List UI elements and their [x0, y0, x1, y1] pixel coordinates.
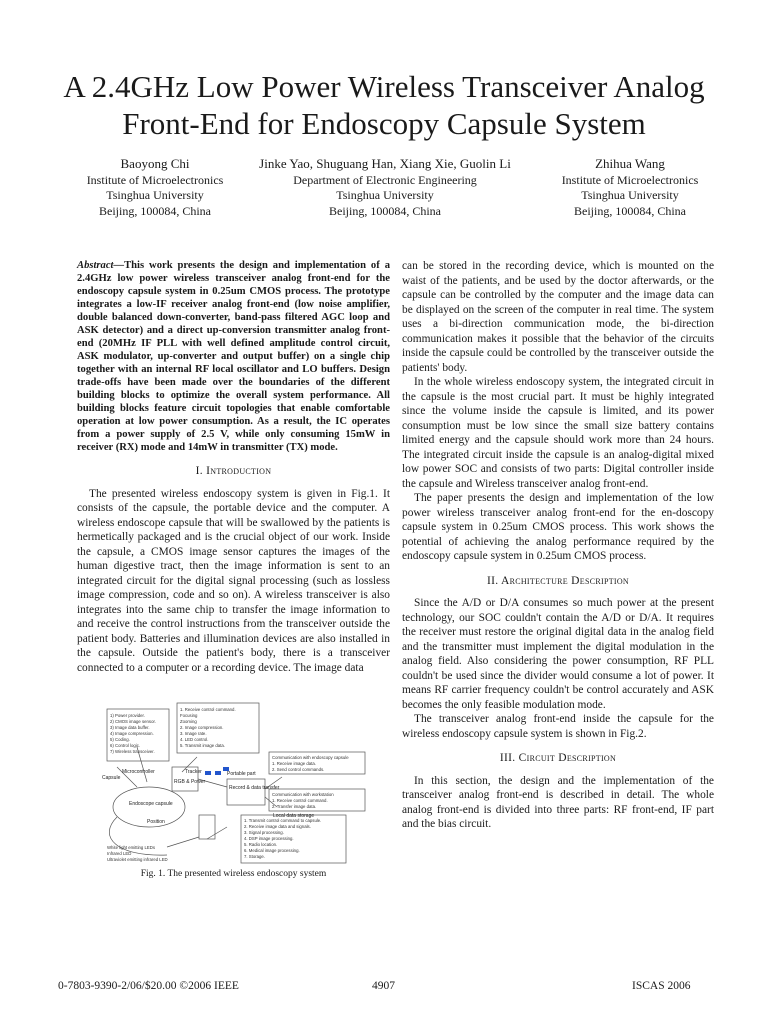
author-university: Tsinghua University	[336, 188, 434, 202]
svg-text:5) Coding.: 5) Coding.	[110, 737, 130, 742]
section-heading-circuit: III. Circuit Description	[499, 752, 617, 764]
body-paragraph: The paper presents the design and implementation of the low power wireless transceiver analog front-end for the en-doscopy capsule system in 0.25um CMOS process. This work shows the potential of achieving the analog performance required by the endoscopy capsule system in 0.25um CMOS process.	[402, 492, 714, 562]
section-heading-introduction: I. Introduction	[195, 465, 272, 477]
left-column	[77, 259, 390, 882]
title-line-1: A 2.4GHz Low Power Wireless Transceiver Analog	[63, 69, 705, 104]
svg-text:7. Storage.: 7. Storage.	[244, 854, 266, 859]
svg-text:7) Wireless transceiver.: 7) Wireless transceiver.	[110, 749, 155, 754]
author-affiliation: Institute of Microelectronics	[86, 172, 224, 187]
body-paragraph: In this section, the design and the implementation of the transceiver analog front-end is described in detail. The whole analog front-end is divided into three parts: RF front-end, IF part and the bias circuit.	[402, 774, 714, 830]
author-university: Tsinghua University	[581, 188, 679, 202]
svg-text:1. Receive control command.: 1. Receive control command.	[180, 707, 236, 712]
title-line-2: Front-End for Endoscopy Capsule System	[122, 106, 646, 141]
svg-text:3. Image rate.: 3. Image rate.	[180, 731, 207, 736]
body-paragraph: Since the A/D or D/A consumes so much power at the present technology, our SOC couldn't contain the A/D or D/A. It requires the receiver must restore the original digital data in the analog field and the transmitter must implement the digital modulation in the analog field. Also considering the power consumption, RF PLL couldn't be used since the divider would consume a lot of power. It means RF carrier frequency couldn't be control accurately and ASK becomes the only feasible modulation mode.	[402, 597, 714, 711]
fig-label-endoscope: Endoscope capsule	[129, 801, 173, 807]
author-university: Tsinghua University	[106, 188, 204, 202]
svg-text:Zooming: Zooming	[180, 719, 197, 724]
svg-text:5. Transmit image data.: 5. Transmit image data.	[180, 743, 225, 748]
fig-label-power: RGB & Power	[174, 779, 206, 785]
section-heading-architecture: II. Architecture Description	[487, 574, 629, 587]
author-2	[235, 156, 535, 219]
abstract	[77, 259, 390, 454]
author-affiliation: Department of Electronic Engineering	[293, 172, 477, 187]
svg-text:4. DSP image processing.: 4. DSP image processing.	[244, 836, 294, 841]
figure-1-caption: Fig. 1. The presented wireless endoscopy system	[140, 869, 327, 879]
body-paragraph: The transceiver analog front-end inside the capsule for the wireless endoscopy capsule system is shown in Fig.2.	[402, 713, 714, 740]
svg-text:Infrared LED: Infrared LED	[107, 851, 132, 856]
svg-text:2) CMOS image sensor.: 2) CMOS image sensor.	[110, 719, 156, 724]
author-address: Beijing, 100084, China	[99, 203, 211, 218]
author-affiliation: Institute of Microelectronics	[561, 172, 699, 187]
svg-text:1. Receive control command.: 1. Receive control command.	[272, 798, 328, 803]
svg-text:Communication with workstation: Communication with workstation	[272, 792, 334, 797]
author-3	[535, 156, 725, 219]
footer-copyright: 0-7803-9390-2/06/$20.00 ©2006 IEEE	[58, 980, 239, 992]
svg-text:4) Image compression.: 4) Image compression.	[110, 731, 154, 736]
body-paragraph: In the whole wireless endoscopy system, the integrated circuit in the capsule is the most crucial part. It must be highly integrated since the volume inside the capsule is limited, and its power consumption must be low since the small size battery contains limited energy and the capsule should work more than 24 hours. The integrated circuit inside the capsule is an analog-digital mixed low power SOC and consists of two parts: Digital controller inside the capsule and Wireless transceiver analog front-end.	[402, 376, 714, 490]
fig-label-record: Record & data transfer	[229, 785, 280, 791]
fig-label-capsule: Capsule	[102, 775, 121, 781]
fig-label-microcontroller: Microcontroller	[122, 769, 155, 775]
fig-label-tracker: Tracker	[185, 769, 202, 775]
figure-1	[77, 697, 390, 865]
fig-label-local-data: Local data storage	[273, 813, 315, 819]
svg-text:3) Image data buffer.: 3) Image data buffer.	[110, 725, 150, 730]
author-1	[60, 156, 250, 219]
svg-text:Communication with endoscopy c: Communication with endoscopy capsule	[272, 755, 349, 760]
svg-text:2. Receive image data and sign: 2. Receive image data and signals.	[244, 824, 311, 829]
fig-label-portable-part: Portable part	[227, 771, 256, 777]
author-address: Beijing, 100084, China	[329, 203, 441, 218]
paper-title	[0, 68, 768, 142]
svg-text:4. LED control.: 4. LED control.	[180, 737, 209, 742]
svg-text:3. Signal processing.: 3. Signal processing.	[244, 830, 284, 835]
author-name: Jinke Yao, Shuguang Han, Xiang Xie, Guolin Li	[259, 156, 511, 171]
fig-label: 1) Power provider.	[110, 713, 145, 718]
footer-page-number: 4907	[372, 980, 395, 992]
svg-text:Focusing: Focusing	[180, 713, 198, 718]
svg-text:6. Medical image processing.: 6. Medical image processing.	[244, 848, 300, 853]
author-name: Baoyong Chi	[120, 156, 190, 171]
svg-text:5. Radio location.: 5. Radio location.	[244, 842, 278, 847]
svg-text:White light emitting LEDs: White light emitting LEDs	[107, 845, 156, 850]
fig-label-position: Position	[147, 819, 165, 825]
svg-text:1. Receive image data.: 1. Receive image data.	[272, 761, 316, 766]
body-paragraph: can be stored in the recording device, which is mounted on the waist of the patients, and be used by the doctor afterwards, or the capsule can be controlled by the computer and the image data can be displayed on the screen of the computer in real time. The system uses a bi-direction communication mode, the bi-direction communication makes it possible that the behavior of the circuits inside the capsule could be controlled by the transceiver outside the patients' body.	[402, 260, 714, 374]
system-diagram	[77, 697, 390, 865]
abstract-lead: Abstract—	[77, 260, 125, 271]
svg-text:2. Transfer image data.: 2. Transfer image data.	[272, 804, 317, 809]
abstract-body: This work presents the design and implementation of a 2.4GHz low power wireless transceiver analog front-end for the endoscopy capsule system in 0.25um CMOS process. The prototype integrates a low-IF receiver analog front-end (low noise amplifier, double balanced down-converter, band-pass filtered AGC loop and ASK detector) and a direct up-conversion transmitter analog front-end (20MHz IF PLL with well defined amplitude control circuit, ASK modulator, up-converter and output buffer) on a single chip together with an internal RF local oscillator and LO buffers. Design trade-offs have been made over the boundaries of the different building blocks to optimize the overall system performance. All building blocks feature circuit topologies that enable comfortable operation at low power consumption. As a result, the IC operates from a power supply of 2.5 V, while only consuming 15mW in receiver (RX) mode and 14mW in transmitter (TX) mode.	[77, 260, 390, 453]
author-name: Zhihua Wang	[595, 156, 665, 171]
footer-venue: ISCAS 2006	[632, 980, 691, 992]
svg-text:2. Send control commands.: 2. Send control commands.	[272, 767, 325, 772]
svg-text:6) Control logic.: 6) Control logic.	[110, 743, 141, 748]
right-column	[402, 259, 714, 832]
author-address: Beijing, 100084, China	[574, 203, 686, 218]
intro-paragraph: The presented wireless endoscopy system is given in Fig.1. It consists of the capsule, the portable device and the computer. A wireless endoscope capsule that will be swallowed by the patients is hermetically packaged and is the crucial object of our work. Inside the capsule, a CMOS image sensor captures the images of the human digestive tract, then the image information is sent to an integrated circuit for the digital signal processing (such as lossless image compression, code and so on). A wireless transceiver is also integrates into the same chip to transfer the image information to and receive the control instructions from the transceiver outside the patient body. Batteries and illumination devices are also installed in the capsule. Outside the patient's body, there is a transceiver connected to a computer or a recording device. The image data	[77, 487, 390, 674]
svg-text:1. Transmit control command to: 1. Transmit control command to capsule.	[244, 818, 322, 823]
svg-text:2. Image compression.: 2. Image compression.	[180, 725, 224, 730]
svg-text:Ultraviolet emitting infrared: Ultraviolet emitting infrared LED	[107, 857, 168, 862]
record-block	[227, 779, 265, 805]
